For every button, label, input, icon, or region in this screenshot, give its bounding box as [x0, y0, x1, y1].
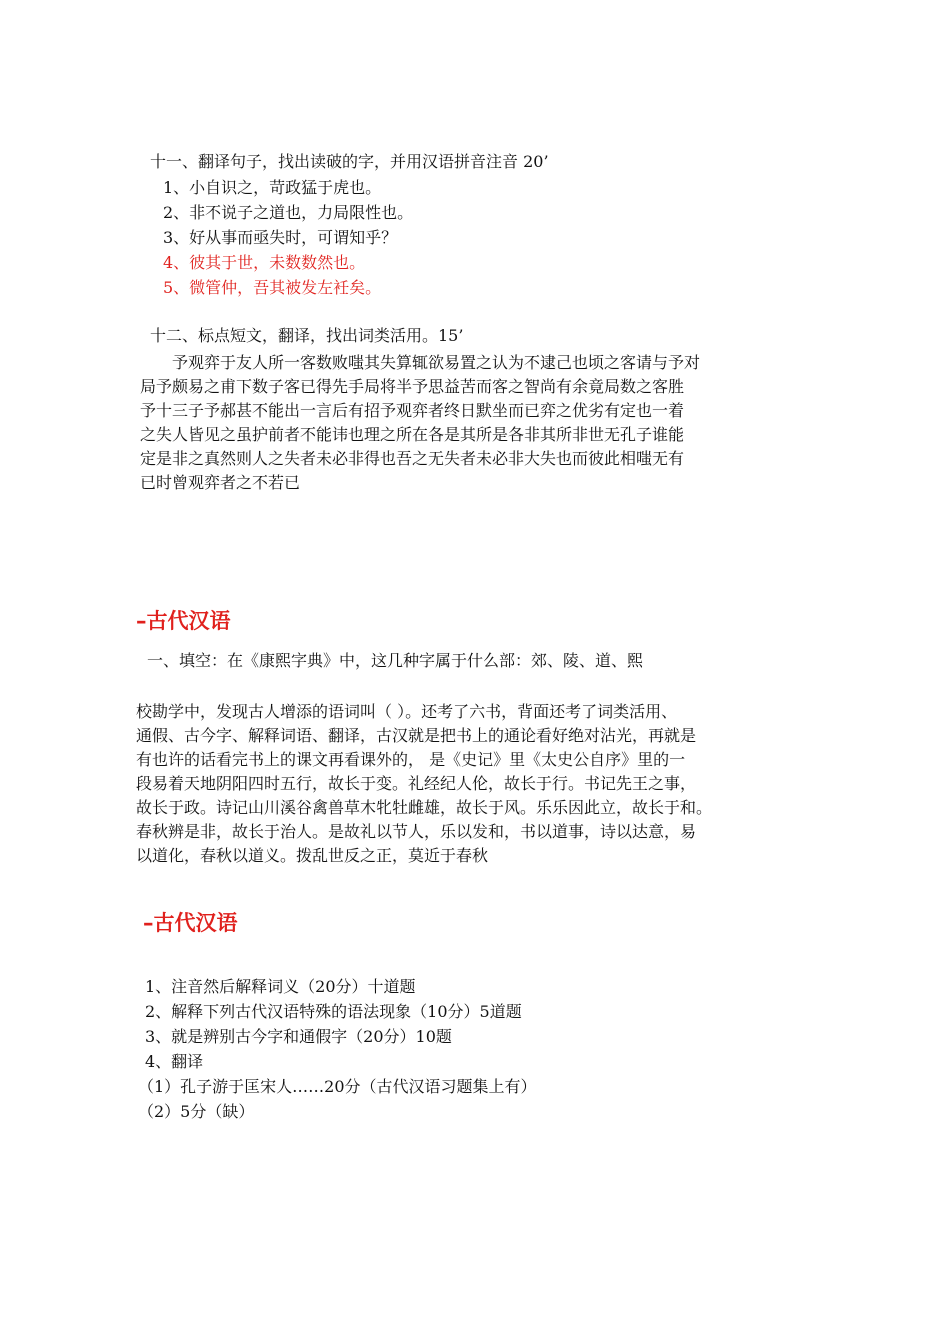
fill-line: 以道化，春秋以道义。拨乱世反之正，莫近于春秋 — [136, 846, 489, 865]
exam-item-1: 1、注音然后解释词义（20分）十道题 — [145, 977, 416, 996]
fill-line: 春秋辨是非，故长于治人。是故礼以节人，乐以发和，书以道事，诗以达意，易 — [136, 822, 697, 841]
fill-line: 段易着天地阴阳四时五行，故长于变。礼经纪人伦，故长于行。书记先王之事， — [136, 774, 697, 793]
fill-line: 故长于政。诗记山川溪谷禽兽草木牝牡雌雄，故长于风。乐乐因此立，故长于和。 — [136, 798, 713, 817]
section12-title: 十二、标点短文，翻译，找出词类活用。15’ — [150, 326, 464, 345]
fill-line: 校勘学中，发现古人增添的语词叫（ ）。还考了六书，背面还考了词类活用、 — [136, 702, 678, 721]
exam-subitem-1: （1）孔子游于匡宋人……20分（古代汉语习题集上有） — [138, 1077, 537, 1096]
fill-passage — [136, 700, 836, 868]
section11-item-1: 1、小自识之，苛政猛于虎也。 — [163, 178, 382, 197]
passage-line: 予十三子予郝甚不能出一言后有招予观弈者终日默坐而已弈之优劣有定也一着 — [140, 401, 685, 420]
exam-item-2: 2、解释下列古代汉语特殊的语法现象（10分）5道题 — [145, 1002, 522, 1021]
section11-title: 十一、翻译句子，找出读破的字，并用汉语拼音注音 20’ — [150, 152, 549, 171]
fill-line: 通假、古今字、解释词语、翻译，古汉就是把书上的通论看好绝对沾光，再就是 — [136, 726, 697, 745]
fill-question: 一、填空：在《康熙字典》中，这几种字属于什么部：郊、陵、道、熙 — [147, 651, 644, 670]
section11-item-2: 2、非不说子之道也，力局限性也。 — [163, 203, 414, 222]
section-heading: –古代汉语 — [143, 911, 238, 935]
passage-line: 定是非之真然则人之失者未必非得也吾之无失者未必非大失也而彼此相嗤无有 — [140, 449, 685, 468]
passage-line: 已时曾观弈者之不若已 — [140, 473, 301, 492]
passage-line: 局予颇易之甫下数子客已得先手局将半予思益苦而客之智尚有余竟局数之客胜 — [140, 377, 685, 396]
section11-item-3: 3、好从事而亟失时，可谓知乎？ — [163, 228, 398, 247]
passage-line: 之失人皆见之虽护前者不能讳也理之所在各是其所是各非其所非世无孔子谁能 — [140, 425, 685, 444]
fill-line: 有也许的话看完书上的课文再看课外的， 是《史记》里《太史公自序》里的一 — [136, 750, 686, 769]
section12-passage — [140, 351, 840, 495]
section11-item-4: 4、彼其于世，未数数然也。 — [163, 253, 366, 272]
exam-item-3: 3、就是辨别古今字和通假字（20分）10题 — [145, 1027, 452, 1046]
passage-line: 予观弈于友人所一客数败嗤其失算辄欲易置之认为不逮己也顷之客请与予对 — [172, 353, 701, 372]
exam-item-4: 4、翻译 — [145, 1052, 204, 1071]
section-heading: –古代汉语 — [136, 609, 231, 633]
exam-subitem-2: （2）5分（缺） — [138, 1102, 255, 1121]
section11-item-5: 5、微管仲，吾其被发左衽矣。 — [163, 278, 382, 297]
